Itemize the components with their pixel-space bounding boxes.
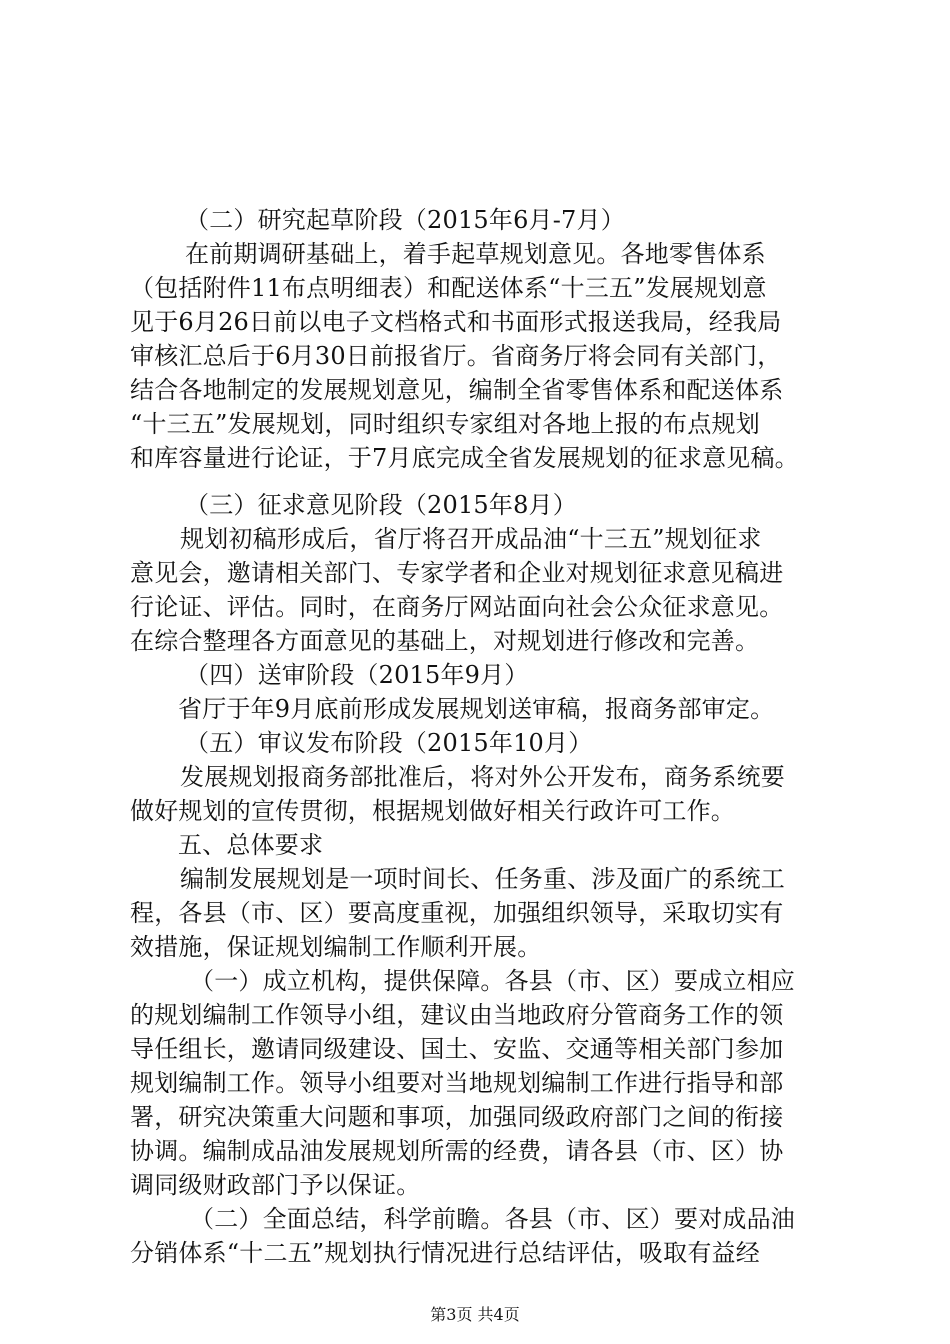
section-heading: 五、总体要求 xyxy=(178,831,324,859)
text-line: （二）全面总结，科学前瞻。各县（市、区）要对成品油 xyxy=(190,1205,795,1233)
text-line: （四）送审阶段（2015年9月） xyxy=(185,661,529,689)
text-line: “十三五”发展规划，同时组织专家组对各地上报的布点规划 xyxy=(130,410,760,438)
text-line: （一）成立机构，提供保障。各县（市、区）要成立相应 xyxy=(190,967,795,995)
text-line: 在前期调研基础上，着手起草规划意见。各地零售体系 xyxy=(185,240,766,268)
text-line: 规划编制工作。领导小组要对当地规划编制工作进行指导和部 xyxy=(130,1069,784,1097)
text-line: （包括附件11布点明细表）和配送体系“十三五”发展规划意 xyxy=(130,274,767,302)
text-line: 编制发展规划是一项时间长、任务重、涉及面广的系统工 xyxy=(180,865,785,893)
text-line: 做好规划的宣传贯彻，根据规划做好相关行政许可工作。 xyxy=(130,797,735,825)
text-line: 行论证、评估。同时，在商务厅网站面向社会公众征求意见。 xyxy=(130,593,784,621)
text-line: 审核汇总后于6月30日前报省厅。省商务厅将会同有关部门， xyxy=(130,342,782,370)
text-line: 在综合整理各方面意见的基础上，对规划进行修改和完善。 xyxy=(130,627,760,655)
text-line: （三）征求意见阶段（2015年8月） xyxy=(185,491,577,519)
text-line: （五）审议发布阶段（2015年10月） xyxy=(185,729,593,757)
text-line: 效措施，保证规划编制工作顺利开展。 xyxy=(130,933,542,961)
text-line: 结合各地制定的发展规划意见，编制全省零售体系和配送体系 xyxy=(130,376,784,404)
text-line: 见于6月26日前以电子文档格式和书面形式报送我局，经我局 xyxy=(130,308,782,336)
text-line: 的规划编制工作领导小组，建议由当地政府分管商务工作的领 xyxy=(130,1001,784,1029)
text-line: 分销体系“十二五”规划执行情况进行总结评估，吸取有益经 xyxy=(130,1239,760,1267)
text-line: 协调。编制成品油发展规划所需的经费，请各县（市、区）协 xyxy=(130,1137,784,1165)
text-line: 和库容量进行论证，于7月底完成全省发展规划的征求意见稿。 xyxy=(130,444,799,472)
text-line: 意见会，邀请相关部门、专家学者和企业对规划征求意见稿进 xyxy=(130,559,784,587)
text-line: 程，各县（市、区）要高度重视，加强组织领导，采取切实有 xyxy=(130,899,784,927)
text-line: 调同级财政部门予以保证。 xyxy=(130,1171,421,1199)
text-line: 规划初稿形成后，省厅将召开成品油“十三五”规划征求 xyxy=(180,525,762,553)
text-line: 省厅于年9月底前形成发展规划送审稿，报商务部审定。 xyxy=(178,695,775,723)
page-footer: 第3页 共4页 xyxy=(430,1305,520,1324)
text-line: （二）研究起草阶段（2015年6月-7月） xyxy=(185,206,625,234)
text-line: 署，研究决策重大问题和事项，加强同级政府部门之间的衔接 xyxy=(130,1103,784,1131)
text-line: 导任组长，邀请同级建设、国土、安监、交通等相关部门参加 xyxy=(130,1035,784,1063)
text-line: 发展规划报商务部批准后，将对外公开发布，商务系统要 xyxy=(180,763,785,791)
